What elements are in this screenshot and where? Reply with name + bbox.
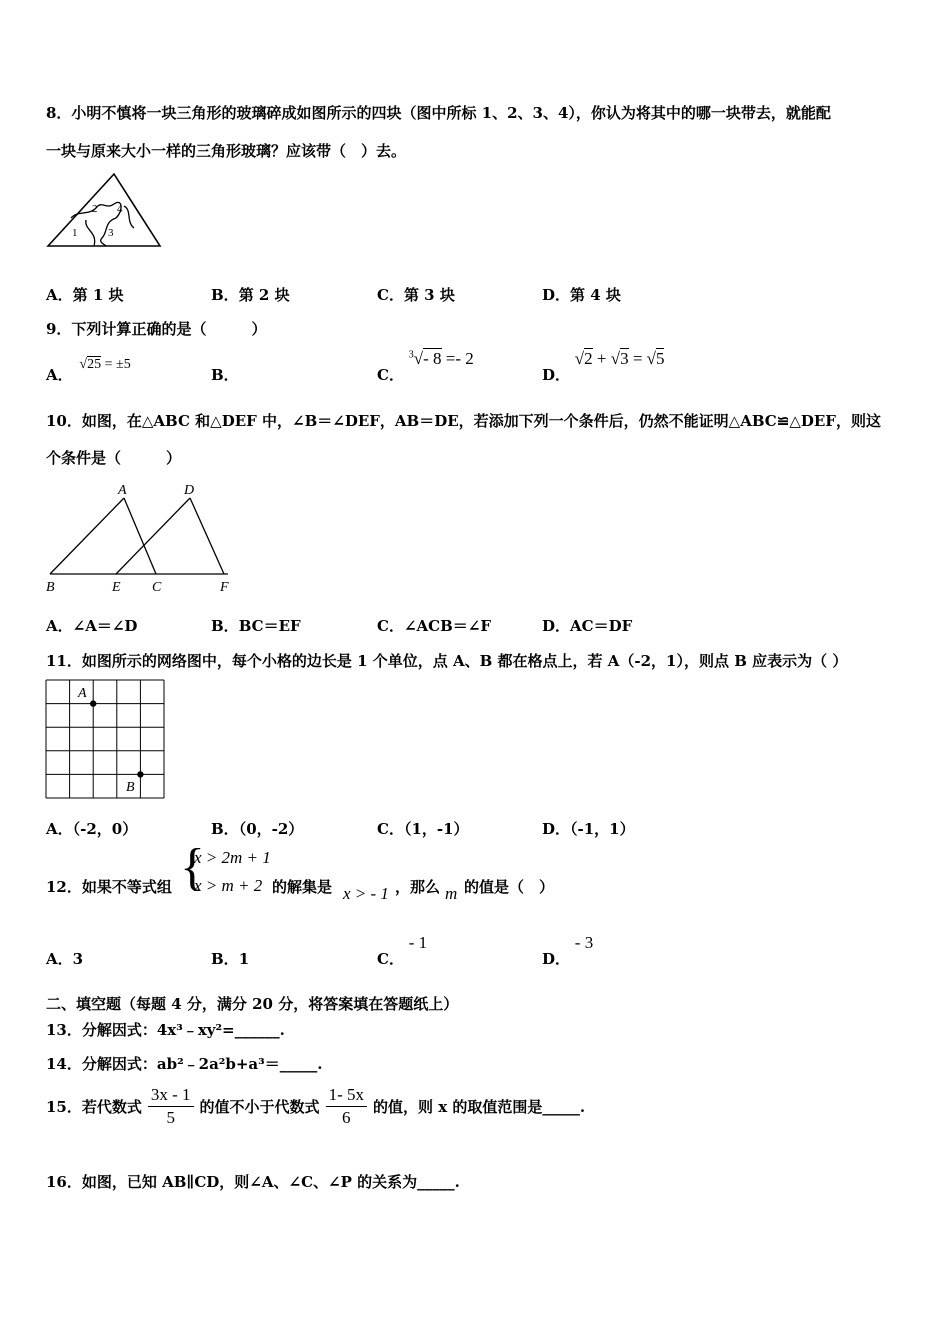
- q10-text-line1: 10．如图，在△ABC 和△DEF 中，∠B＝∠DEF，AB＝DE，若添加下列一个条件后，仍然不能证明△ABC≌△DEF，则这: [46, 412, 881, 430]
- q10-label-a: A: [118, 483, 127, 498]
- q12-ineq2: x > m + 2: [194, 876, 263, 895]
- q12-solution: x > - 1: [343, 884, 389, 903]
- q12-mid2: ，那么: [395, 878, 441, 896]
- q12-option-d[interactable]: D． - 3: [542, 933, 594, 968]
- q10-label-b: B: [46, 580, 55, 595]
- q13: 13．分解因式：4x³﹣xy²=______.: [46, 1021, 285, 1039]
- q9-option-d[interactable]: D． √2 + √3 = √5: [542, 349, 665, 384]
- q8-figure-label-4: 4: [117, 203, 123, 215]
- q15-fraction-1: $\frac{3x - 1}{5}$: [148, 1084, 194, 1129]
- q12-suffix: 的值是（ ）: [464, 878, 555, 896]
- q10-text-line2: 个条件是（ ）: [46, 449, 182, 467]
- q8-option-d[interactable]: D．第 4 块: [542, 286, 621, 304]
- q8-option-b[interactable]: B．第 2 块: [211, 286, 290, 304]
- q10-option-c[interactable]: C．∠ACB＝∠F: [377, 617, 491, 635]
- q8-text-line1: 8．小明不慎将一块三角形的玻璃碎成如图所示的四块（图中所标 1、2、3、4），你认为将其中的哪一块带去，就能配: [46, 104, 831, 122]
- q11-option-a[interactable]: A．（-2，0）: [46, 820, 138, 838]
- q10-triangles-figure: [44, 478, 234, 596]
- q9-option-b[interactable]: B．: [211, 366, 239, 384]
- q12-option-b[interactable]: B．1: [211, 950, 250, 968]
- q12-brace: {: [180, 839, 205, 896]
- q11-label-b: B: [126, 780, 135, 795]
- q10-label-f: F: [220, 580, 229, 595]
- q11-point-a: [90, 700, 96, 706]
- q9-option-a[interactable]: A． √25 = ±5: [46, 357, 131, 384]
- q13-answer-expr[interactable]: 4x³﹣xy²=______.: [156, 1021, 285, 1039]
- q8-broken-triangle-figure: [44, 170, 164, 252]
- q12-ineq1: x > 2m + 1: [194, 848, 271, 867]
- q10-option-a[interactable]: A．∠A＝∠D: [46, 617, 138, 635]
- q10-label-e: E: [112, 580, 121, 595]
- q15: 15．若代数式 $\frac{3x - 1}{5}$ 的值不小于代数式 $\frac{1- 5x}{6}$ 的值，则 x 的取值范围是_____.: [46, 1085, 586, 1127]
- q14: 14．分解因式：ab²﹣2a²b+a³＝_____.: [46, 1055, 323, 1073]
- q10-option-d[interactable]: D．AC＝DF: [542, 617, 633, 635]
- q12-option-c[interactable]: C． - 1: [377, 933, 428, 968]
- q9-text: 9．下列计算正确的是（ ）: [46, 320, 267, 338]
- q11-option-b[interactable]: B．（0，-2）: [211, 820, 304, 838]
- q12-var: m: [445, 884, 458, 903]
- q8-text-line2: 一块与原来大小一样的三角形玻璃？应该带（ ）去。: [46, 142, 407, 160]
- q8-figure-label-3: 3: [108, 227, 114, 239]
- q12-option-a[interactable]: A．3: [46, 950, 84, 968]
- q10-label-d: D: [184, 483, 195, 498]
- q15-fraction-2: $\frac{1- 5x}{6}$: [326, 1084, 367, 1129]
- q15-answer-blank[interactable]: 的值，则 x 的取值范围是_____.: [372, 1098, 586, 1116]
- q14-answer-expr[interactable]: ab²﹣2a²b+a³＝_____.: [156, 1055, 323, 1073]
- q12-prefix: 12．如果不等式组: [46, 878, 172, 896]
- q8-option-a[interactable]: A．第 1 块: [46, 286, 124, 304]
- q16-text[interactable]: 16．如图，已知 AB∥CD，则∠A、∠C、∠P 的关系为_____.: [46, 1173, 460, 1191]
- section2-title: 二、填空题（每题 4 分，满分 20 分，将答案填在答题纸上）: [46, 995, 459, 1013]
- q12-mid: 的解集是: [272, 878, 333, 896]
- q8-figure-label-1: 1: [72, 227, 78, 239]
- q10-label-c: C: [152, 580, 162, 595]
- q11-text: 11．如图所示的网络图中，每个小格的边长是 1 个单位，点 A、B 都在格点上，若 A（-2，1），则点 B 应表示为（ ）: [46, 652, 848, 670]
- q11-grid-figure: [44, 678, 168, 802]
- q8-figure-label-2: 2: [92, 203, 98, 215]
- q9-option-c[interactable]: C． $^3$√- 8 =- 2: [377, 349, 474, 384]
- q11-label-a: A: [78, 686, 87, 701]
- q8-option-c[interactable]: C．第 3 块: [377, 286, 455, 304]
- q11-option-c[interactable]: C．（1，-1）: [377, 820, 469, 838]
- q11-option-d[interactable]: D．（-1，1）: [542, 820, 635, 838]
- q10-option-b[interactable]: B．BC＝EF: [211, 617, 301, 635]
- q11-point-b: [137, 771, 143, 777]
